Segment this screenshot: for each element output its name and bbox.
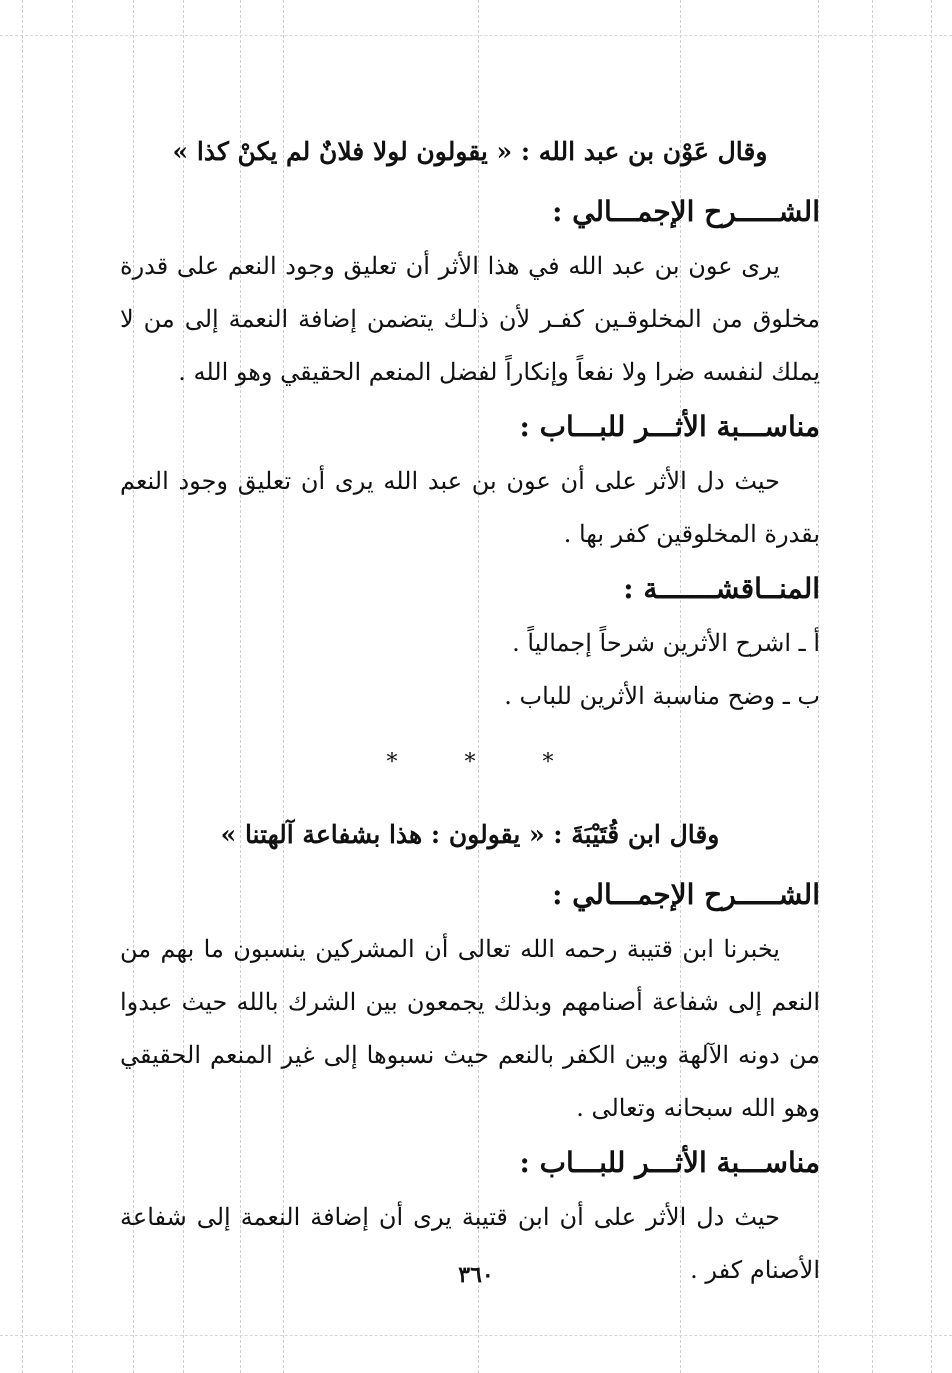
scan-guide-line [0,35,952,36]
page-number: ٣٦٠ [458,1262,494,1288]
section1-summary-paragraph [120,240,820,399]
section-separator: * * * [386,750,584,775]
section2-relevance-heading: مناســـبة الأثـــر للبـــاب : [519,1146,820,1179]
paragraph-line: الأصنام كفر . [690,1256,820,1284]
paragraph-line: مخلوق من المخلوقـين كفـر لأن ذلـك يتضمن إضافة النعمة إلى من لا [120,305,820,333]
paragraph-line: يخبرنا ابن قتيبة رحمه الله تعالى أن المشركين ينسبون ما بهم من [120,935,780,963]
scan-guide-line [931,0,932,1373]
page-content [120,120,820,1297]
discussion-question: أ ـ اشرح الأثرين شرحاً إجمالياً . [512,629,820,657]
paragraph-line: حيث دل الأثر على أن عون بن عبد الله يرى أن تعليق وجود النعم [120,467,780,495]
discussion-heading: المنــاقشـــــــة : [623,572,820,605]
scan-guide-line [0,1335,952,1336]
scan-guide-line [22,0,23,1373]
section2-summary-heading: الشـــــرح الإجمـــالي : [552,878,820,911]
section2-summary-paragraph [120,923,820,1135]
paragraph-line: من دونه الآلهة وبين الكفر بالنعم حيث نسبوها إلى غير المنعم الحقيقي [120,1041,820,1069]
paragraph-line: يرى عون بن عبد الله في هذا الأثر أن تعليق وجود النعم على قدرة [120,252,780,280]
paragraph-line: حيث دل الأثر على أن ابن قتيبة يرى أن إضافة النعمة إلى شفاعة [120,1203,780,1231]
section1-relevance-heading: مناســـبة الأثـــر للبـــاب : [519,410,820,443]
paragraph-line: يملك لنفسه ضرا ولا نفعاً وإنكاراً لفضل المنعم الحقيقي وهو الله . [178,358,820,386]
section1-summary-heading: الشـــــرح الإجمـــالي : [552,195,820,228]
paragraph-line: وهو الله سبحانه وتعالى . [576,1094,820,1122]
paragraph-line: النعم إلى شفاعة أصنامهم وبذلك يجمعون بين الشرك بالله حيث عبدوا [120,988,820,1016]
scan-guide-line [72,0,73,1373]
scan-guide-line [872,0,873,1373]
section1-quote: وقال عَوْن بن عبد الله : « يقولون لولا فلانٌ لم يكنْ كذا » [172,137,768,166]
paragraph-line: بقدرة المخلوقين كفر بها . [563,520,820,548]
section2-quote: وقال ابن قُتَيْبَةَ : « يقولون : هذا بشفاعة آلهتنا » [220,820,720,849]
discussion-question: ب ـ وضح مناسبة الأثرين للباب . [504,682,820,710]
section1-relevance-paragraph [120,455,820,561]
